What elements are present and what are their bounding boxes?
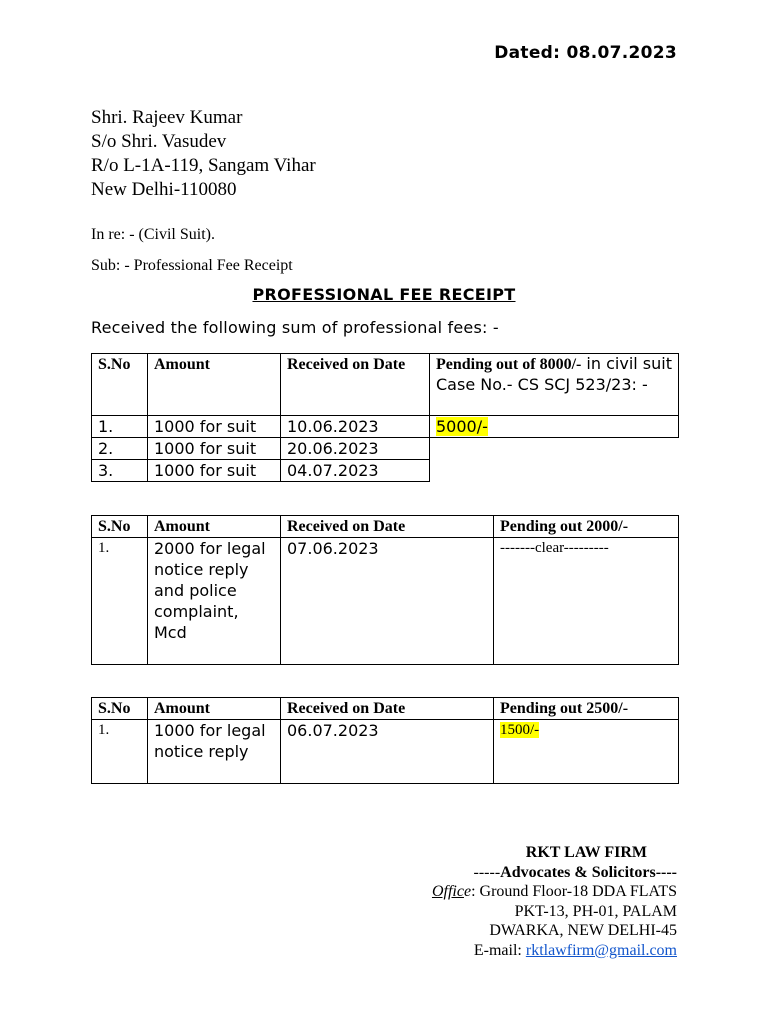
header-sno: S.No <box>92 698 148 720</box>
email-link[interactable]: rktlawfirm@gmail.com <box>525 941 677 959</box>
recipient-city: New Delhi-110080 <box>91 179 237 200</box>
intro-text: Received the following sum of professional fees: - <box>91 318 499 337</box>
recipient-address <box>91 106 316 202</box>
cell-date: 10.06.2023 <box>281 416 430 438</box>
cell-pending <box>494 720 679 784</box>
cell-pending: -------clear--------- <box>494 538 679 665</box>
tagline-dashes: ----- <box>473 863 501 881</box>
cell-sno: 1. <box>92 416 148 438</box>
office-line-3: DWARKA, NEW DELHI-45 <box>489 922 677 939</box>
header-pending-bold: Pending out of 8000/- <box>436 356 582 373</box>
empty-cell <box>430 438 679 460</box>
header-received-date: Received on Date <box>281 354 430 416</box>
firm-tagline <box>432 863 677 883</box>
cell-sno: 2. <box>92 438 148 460</box>
fee-table-civil-suit <box>91 353 679 482</box>
firm-signature-block <box>432 843 677 960</box>
table-row <box>92 538 679 665</box>
recipient-name: Shri. Rajeev Kumar <box>91 107 243 128</box>
header-pending-case: in civil suit Case No.- CS SCJ 523/23: - <box>436 354 672 394</box>
cell-amount: 2000 for legal notice reply and police complaint, Mcd <box>148 538 281 665</box>
document-title: PROFESSIONAL FEE RECEIPT <box>252 285 516 304</box>
header-received-date: Received on Date <box>281 516 494 538</box>
table-row <box>92 438 679 460</box>
cell-amount: 1000 for suit <box>148 416 281 438</box>
office-address-1: : Ground Floor-18 DDA FLATS <box>471 883 677 900</box>
table-header-row <box>92 698 679 720</box>
cell-amount: 1000 for suit <box>148 438 281 460</box>
email-label: E-mail: <box>473 941 526 959</box>
pending-amount-highlight: 1500/- <box>500 722 540 738</box>
header-amount: Amount <box>148 516 281 538</box>
table-row <box>92 416 679 438</box>
office-label: Offic <box>431 883 464 900</box>
cell-amount: 1000 for legal notice reply <box>148 720 281 784</box>
cell-sno: 1. <box>92 720 148 784</box>
fee-table-legal-notice-police <box>91 515 679 665</box>
email-line <box>432 941 677 961</box>
fee-table-legal-notice <box>91 697 679 784</box>
in-re-line: In re: - (Civil Suit). <box>91 226 215 243</box>
cell-sno: 1. <box>92 538 148 665</box>
header-received-date: Received on Date <box>281 698 494 720</box>
office-line-2: PKT-13, PH-01, PALAM <box>514 902 677 920</box>
cell-date: 04.07.2023 <box>281 460 430 482</box>
table-row <box>92 460 679 482</box>
cell-date: 20.06.2023 <box>281 438 430 460</box>
header-pending: Pending out 2500/- <box>494 698 679 720</box>
office-line-1 <box>432 882 677 902</box>
header-amount: Amount <box>148 698 281 720</box>
pending-amount-highlight: 5000/- <box>436 417 488 436</box>
empty-cell <box>430 460 679 482</box>
cell-date: 06.07.2023 <box>281 720 494 784</box>
date-line: Dated: 08.07.2023 <box>494 43 677 63</box>
subject-line: Sub: - Professional Fee Receipt <box>91 257 293 274</box>
recipient-father: S/o Shri. Vasudev <box>91 131 227 152</box>
cell-pending <box>430 416 679 438</box>
header-sno: S.No <box>92 516 148 538</box>
table-header-row <box>92 516 679 538</box>
firm-name: RKT LAW FIRM <box>525 844 647 861</box>
tagline-text: Advocates & Solicitors---- <box>500 863 677 881</box>
office-label-end: e <box>463 883 472 900</box>
header-amount: Amount <box>148 354 281 416</box>
header-sno: S.No <box>92 354 148 416</box>
header-pending <box>430 354 679 416</box>
cell-sno: 3. <box>92 460 148 482</box>
recipient-residence: R/o L-1A-119, Sangam Vihar <box>91 155 316 176</box>
table-header-row <box>92 354 679 416</box>
cell-amount: 1000 for suit <box>148 460 281 482</box>
cell-date: 07.06.2023 <box>281 538 494 665</box>
header-pending: Pending out 2000/- <box>494 516 679 538</box>
table-row <box>92 720 679 784</box>
